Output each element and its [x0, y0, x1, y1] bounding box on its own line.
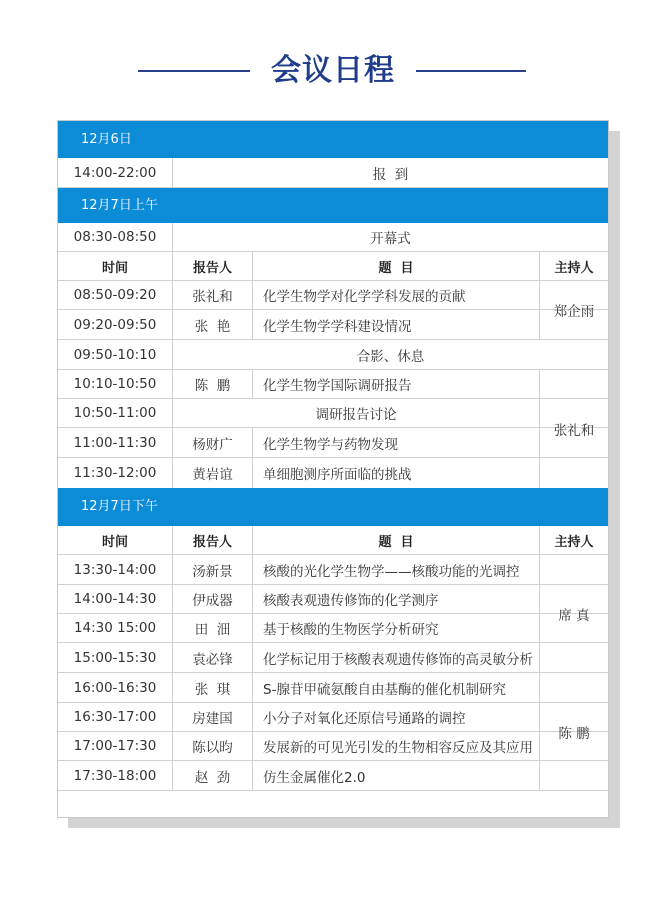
table-row	[58, 732, 608, 761]
time-cell: 14:00-22:00	[58, 158, 173, 187]
host-cell: 郑企雨	[540, 281, 608, 340]
time-cell: 08:30-08:50	[58, 223, 173, 251]
host-cell: 席 真	[540, 555, 608, 673]
time-cell: 11:00-11:30	[58, 428, 173, 457]
speaker-cell: 赵 劲	[173, 761, 253, 790]
time-cell: 16:30-17:00	[58, 703, 173, 731]
topic-cell: 化学生物学国际调研报告	[253, 370, 540, 398]
table-row	[58, 370, 608, 399]
title-divider-right	[416, 70, 526, 72]
time-cell: 16:00-16:30	[58, 673, 173, 702]
table-row	[58, 673, 608, 703]
speaker-cell: 田 沺	[173, 614, 253, 642]
header-speaker: 报告人	[173, 526, 253, 554]
host-cell: 张礼和	[553, 423, 595, 439]
topic-cell: S-腺苷甲硫氨酸自由基酶的催化机制研究	[253, 673, 540, 702]
time-cell: 10:50-11:00	[58, 399, 173, 427]
topic-cell: 化学标记用于核酸表观遗传修饰的高灵敏分析	[253, 643, 540, 672]
header-topic: 题 目	[253, 526, 540, 554]
schedule-card	[57, 120, 609, 818]
event-cell: 开幕式	[370, 231, 411, 247]
topic-cell: 化学生物学学科建设情况	[253, 310, 540, 339]
speaker-cell: 黄岩谊	[173, 458, 253, 488]
topic-cell: 单细胞测序所面临的挑战	[253, 458, 540, 488]
time-cell: 10:10-10:50	[58, 370, 173, 398]
speaker-cell: 伊成器	[173, 585, 253, 613]
time-cell: 08:50-09:20	[58, 281, 173, 309]
table-row	[58, 428, 608, 458]
time-cell: 14:00-14:30	[58, 585, 173, 613]
time-cell: 14:30 15:00	[58, 614, 173, 642]
time-cell: 09:50-10:10	[58, 340, 173, 369]
event-cell: 报 到	[372, 166, 409, 183]
event-cell: 合影、休息	[356, 348, 425, 365]
table-row-discussion	[58, 399, 608, 428]
table-row	[58, 310, 608, 340]
header-speaker: 报告人	[173, 252, 253, 280]
table-row	[58, 614, 608, 643]
header-time: 时间	[58, 252, 173, 280]
table-row	[58, 585, 608, 614]
day-band-dec7-pm: 12月7日下午	[58, 488, 608, 526]
table-row	[58, 703, 608, 732]
host-cell: 陈 鹏	[540, 673, 608, 791]
speaker-cell: 陈 鹏	[173, 370, 253, 398]
table-header-pm	[58, 526, 608, 555]
table-row-opening	[58, 223, 608, 252]
table-row	[58, 458, 608, 488]
time-cell: 13:30-14:00	[58, 555, 173, 584]
page-title: 会议日程	[271, 53, 395, 88]
table-row	[58, 555, 608, 585]
table-header-am	[58, 252, 608, 281]
table-row	[58, 761, 608, 791]
title-divider-left	[138, 70, 250, 72]
time-cell: 09:20-09:50	[58, 310, 173, 339]
speaker-cell: 袁必锋	[173, 643, 253, 672]
topic-cell: 核酸表观遗传修饰的化学测序	[253, 585, 540, 613]
time-cell: 15:00-15:30	[58, 643, 173, 672]
header-time: 时间	[58, 526, 173, 554]
topic-cell: 仿生金属催化2.0	[253, 761, 540, 790]
topic-cell: 基于核酸的生物医学分析研究	[253, 614, 540, 642]
header-topic: 题 目	[253, 252, 540, 280]
time-cell: 11:30-12:00	[58, 458, 173, 488]
event-cell: 调研报告讨论	[173, 399, 540, 427]
header-host: 主持人	[554, 534, 594, 550]
speaker-cell: 杨财广	[173, 428, 253, 457]
topic-cell: 小分子对氧化还原信号通路的调控	[253, 703, 540, 731]
speaker-cell: 张 琪	[173, 673, 253, 702]
speaker-cell: 张 艳	[173, 310, 253, 339]
header-host: 主持人	[554, 260, 594, 276]
table-row-registration	[58, 158, 608, 188]
topic-cell: 化学生物学对化学学科发展的贡献	[253, 281, 540, 309]
title-row	[0, 46, 664, 96]
speaker-cell: 陈以昀	[173, 732, 253, 760]
time-cell: 17:00-17:30	[58, 732, 173, 760]
day-band-dec6: 12月6日	[58, 121, 608, 158]
topic-cell: 发展新的可见光引发的生物相容反应及其应用	[253, 732, 540, 760]
speaker-cell: 房建国	[173, 703, 253, 731]
topic-cell: 核酸的光化学生物学——核酸功能的光调控	[253, 555, 540, 584]
time-cell: 17:30-18:00	[58, 761, 173, 790]
table-row-break	[58, 340, 608, 370]
day-band-dec7-am: 12月7日上午	[58, 188, 608, 223]
table-row	[58, 281, 608, 310]
table-row	[58, 643, 608, 673]
speaker-cell: 汤新景	[173, 555, 253, 584]
topic-cell: 化学生物学与药物发现	[253, 428, 540, 457]
speaker-cell: 张礼和	[173, 281, 253, 309]
